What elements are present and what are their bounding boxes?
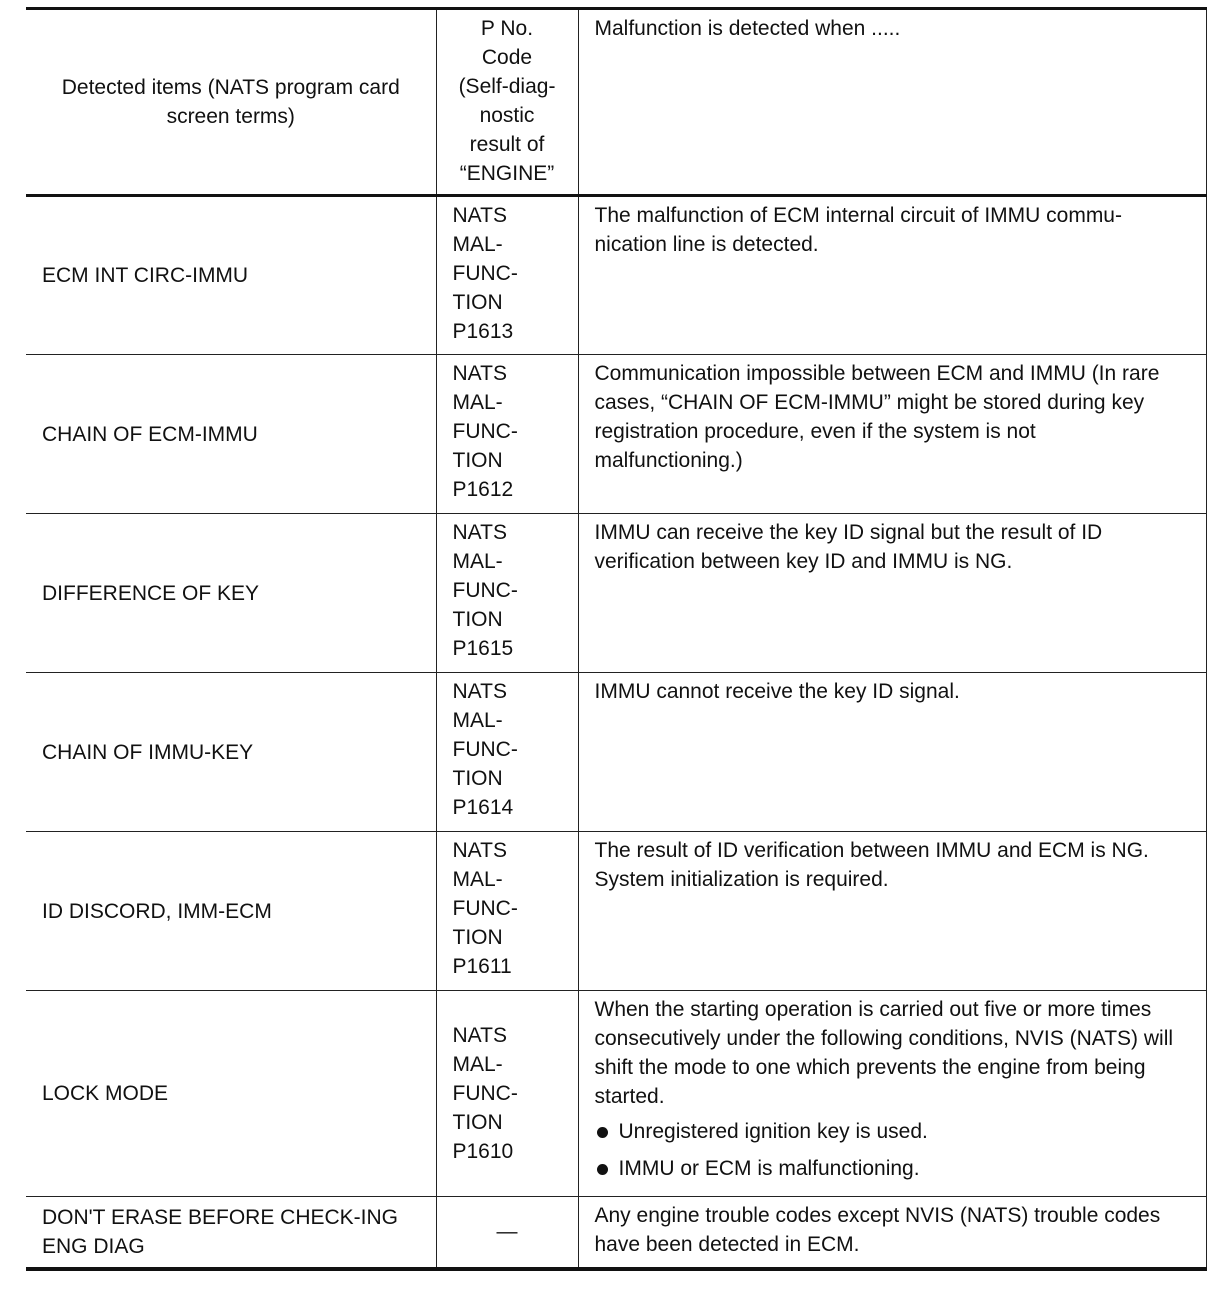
malfunction-desc: The malfunction of ECM internal circuit of IMMU commu-nication line is detected. (578, 196, 1206, 355)
code-line: MAL- (452, 550, 503, 573)
detected-item: CHAIN OF ECM-IMMU (26, 355, 436, 514)
code-line: MAL- (452, 391, 503, 414)
code-line: P1611 (452, 955, 512, 978)
code-line: FUNC- (452, 738, 518, 761)
code-line: P1610 (452, 1140, 514, 1163)
table-row (26, 991, 1206, 1197)
code-line: NATS (452, 521, 507, 544)
header-code-line: P No. (480, 17, 534, 40)
code-line: FUNC- (452, 262, 518, 285)
code-line: NATS (452, 680, 507, 703)
code-cell (436, 832, 578, 991)
table-row (26, 514, 1206, 673)
code-line: FUNC- (452, 579, 518, 602)
malfunction-desc: Any engine trouble codes except NVIS (NATS) trouble codes have been detected in ECM. (578, 1197, 1206, 1269)
header-detected-items: Detected items (NATS program card screen terms) (26, 9, 436, 196)
header-code-line: Code (481, 46, 533, 69)
detected-item: ECM INT CIRC-IMMU (26, 196, 436, 355)
header-code-line: “ENGINE” (459, 162, 555, 185)
code-line: P1613 (452, 320, 514, 343)
detected-item: DIFFERENCE OF KEY (26, 514, 436, 673)
detected-item: ID DISCORD, IMM-ECM (26, 832, 436, 991)
code-line: TION (452, 608, 503, 631)
code-line: TION (452, 767, 503, 790)
code-line: P1612 (452, 478, 514, 501)
code-line: NATS (452, 1024, 507, 1047)
table-row (26, 355, 1206, 514)
code-line: P1614 (452, 796, 514, 819)
code-line: TION (452, 449, 503, 472)
nats-diagnosis-table (26, 7, 1207, 1271)
malfunction-desc: When the starting operation is carried out five or more times consecutively under the following conditions, NVIS (NATS) will shift the mode to one which prevents the engine from being started. (594, 998, 1174, 1108)
condition-item: IMMU or ECM is malfunctioning. (595, 1154, 1190, 1183)
table-row (26, 1197, 1206, 1269)
code-line: FUNC- (452, 897, 518, 920)
code-cell (436, 514, 578, 673)
code-cell (436, 355, 578, 514)
condition-list (595, 1117, 1190, 1183)
code-line: FUNC- (452, 1082, 518, 1105)
code-line: FUNC- (452, 420, 518, 443)
detected-item: CHAIN OF IMMU-KEY (26, 673, 436, 832)
malfunction-desc: Communication impossible between ECM and IMMU (In rare cases, “CHAIN OF ECM-IMMU” might be stored during key registration procedure, even if the system is not malfunctioning.) (578, 355, 1206, 514)
code-line: NATS (452, 204, 507, 227)
code-line: TION (452, 291, 503, 314)
malfunction-desc: IMMU can receive the key ID signal but the result of ID verification between key ID and IMMU is NG. (578, 514, 1206, 673)
code-line: MAL- (452, 709, 503, 732)
code-line: NATS (452, 839, 507, 862)
code-line: MAL- (452, 868, 503, 891)
code-line: P1615 (452, 637, 514, 660)
table-row (26, 196, 1206, 355)
header-code (436, 9, 578, 196)
header-malfunction: Malfunction is detected when ..... (578, 9, 1206, 196)
code-cell (436, 991, 578, 1197)
header-code-line: (Self-diag- (458, 75, 556, 98)
code-line: TION (452, 1111, 503, 1134)
code-line: NATS (452, 362, 507, 385)
malfunction-desc-cell (578, 991, 1206, 1197)
code-cell (436, 673, 578, 832)
code-line: TION (452, 926, 503, 949)
detected-item: DON'T ERASE BEFORE CHECK-ING ENG DIAG (26, 1197, 436, 1269)
table-header-row (26, 9, 1206, 196)
malfunction-desc: The result of ID verification between IMMU and ECM is NG. System initialization is required. (578, 832, 1206, 991)
code-line: MAL- (452, 1053, 503, 1076)
header-code-line: result of (469, 133, 545, 156)
code-cell (436, 196, 578, 355)
header-code-line: nostic (479, 104, 535, 127)
condition-item: Unregistered ignition key is used. (595, 1117, 1190, 1146)
detected-item: LOCK MODE (26, 991, 436, 1197)
malfunction-desc: IMMU cannot receive the key ID signal. (578, 673, 1206, 832)
table-row (26, 673, 1206, 832)
code-line: MAL- (452, 233, 503, 256)
code-dash: — (436, 1197, 578, 1269)
table-row (26, 832, 1206, 991)
